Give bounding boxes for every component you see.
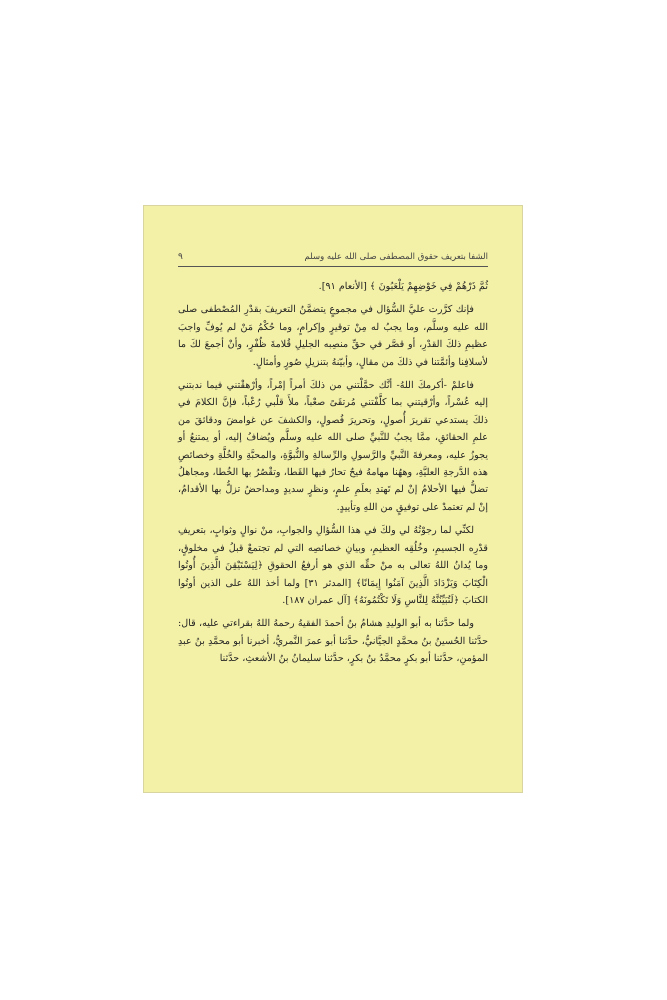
header-rule (178, 266, 488, 267)
running-header-title: الشفا بتعريف حقوق المصطفى صلى الله عليه وسلم (304, 252, 488, 262)
paragraph: فإنك كرَّرت عليَّ السُّؤال في مجموعٍ يتضمَّنُ التعريفَ بقدْرِ المُصْطفى صلى الله عليه وسلَّم، وما يجبُ له مِنْ توقيرٍ وإكرامٍ، وما حُكْمُ مَنْ لم يُوفِّ واجبَ عظيمِ ذلكَ القدْرِ، أو قصَّر في حقِّ منصِبه الجليلِ قُلامةَ ظُفْرٍ، وأنْ أجمعَ لكَ ما لأسلافِنا وأئمَّتنا في ذلكَ من مقالٍ، وأبيّنهُ بتنزيلِ صُورٍ وأمثالٍ. (178, 304, 488, 368)
paragraph-quran-verse: ثُمَّ ذَرْهُمْ فِي خَوْضِهِمْ يَلْعَبُونَ ﴾ [الأنعام ٩١]. (318, 281, 488, 292)
book-page (143, 205, 523, 793)
paragraph: فاعلمْ -أكرمكَ اللهُ- أنَّك حمَّلْتني من ذلكَ أمراً إمْراً، وأرْهقْتني فيما ندبتني إليه عُسْراً، وأرْقيتني بما كلَّفْتني مُرتقَىً صعْباً، ملأَ قلْبي رُعْباً، فإنَّ الكلامَ في ذلكَ يستدعي تقريرَ أُصولٍ، وتحريرَ فُصولٍ، والكشفَ عن غوامضَ ودقائقَ من علمِ الحقائقِ، ممَّا يجبُ للنَّبيِّ صلى الله عليه وسلَّم ويُضافُ إليه، أو يمتنعُ أو يجوزُ عليه، ومعرفةَ النَّبيِّ والرَّسولِ والرِّسالةِ والنُّبوَّةِ، والمحبَّةِ والخُلَّةِ وخصائصِ هذه الدَّرجةِ العليَّةِ، وههُنا مهامهُ فيحٌ تحارُ فيها القَطا، وتقْصُرُ بها الخُطا، ومجاهلُ تضلُّ فيها الأحلامُ إنْ لم تَهتدِ بعلَمِ علمٍ، ونظرٍ سديدٍ ومداحضُ تزلُّ بها الأقدامُ، إنْ لم تعتمدْ على توفيقٍ من اللهِ وتأييدٍ. (178, 380, 488, 513)
running-header (178, 242, 488, 262)
page-number: ٩ (178, 252, 183, 262)
page-body (178, 278, 488, 674)
paragraph: لكنِّي لما رجوْتُهُ لي ولكَ في هذا السُّؤالِ والجوابِ، منْ نوالٍ وثوابٍ، بتعريفِ قدْرِه الجسيمِ، وخُلُقِه العظيمِ، وبيانِ خصائصِه التي لم تجتمعْ قبلُ في مخلوقٍ، وما يُدانُ اللهُ تعالى به منْ حقِّه الذي هو أرفعُ الحقوقِ ﴿لِيَسْتَيْقِنَ الَّذِينَ أُوتُوا الْكِتَابَ وَيَزْدَادَ الَّذِينَ آمَنُوا إِيمَانًا﴾ [المدثر ٣١] ولما أخذ اللهُ على الذين أوتُوا الكتابَ ﴿لَتُبَيِّنُنَّهُ لِلنَّاسِ وَلَا تَكْتُمُونَهُ﴾ [آل عمران ١٨٧]. (178, 525, 488, 606)
paragraph: ولما حدَّثنا به أبو الوليدِ هشامُ بنُ أحمدَ الفقيهُ رحمهُ اللهُ بقراءتي عليه، قال: حدَّثنا الحُسينُ بنُ محمَّدٍ الجيَّانيُّ، حدَّثنا أبو عمرَ النَّمريُّ، أخبرنا أبو محمَّدِ بنُ عبدِ المؤمنِ، حدَّثنا أبو بكرٍ محمَّدُ بنُ بكرٍ، حدَّثنا سليمانُ بنُ الأشعثِ، حدَّثنا (178, 618, 488, 665)
